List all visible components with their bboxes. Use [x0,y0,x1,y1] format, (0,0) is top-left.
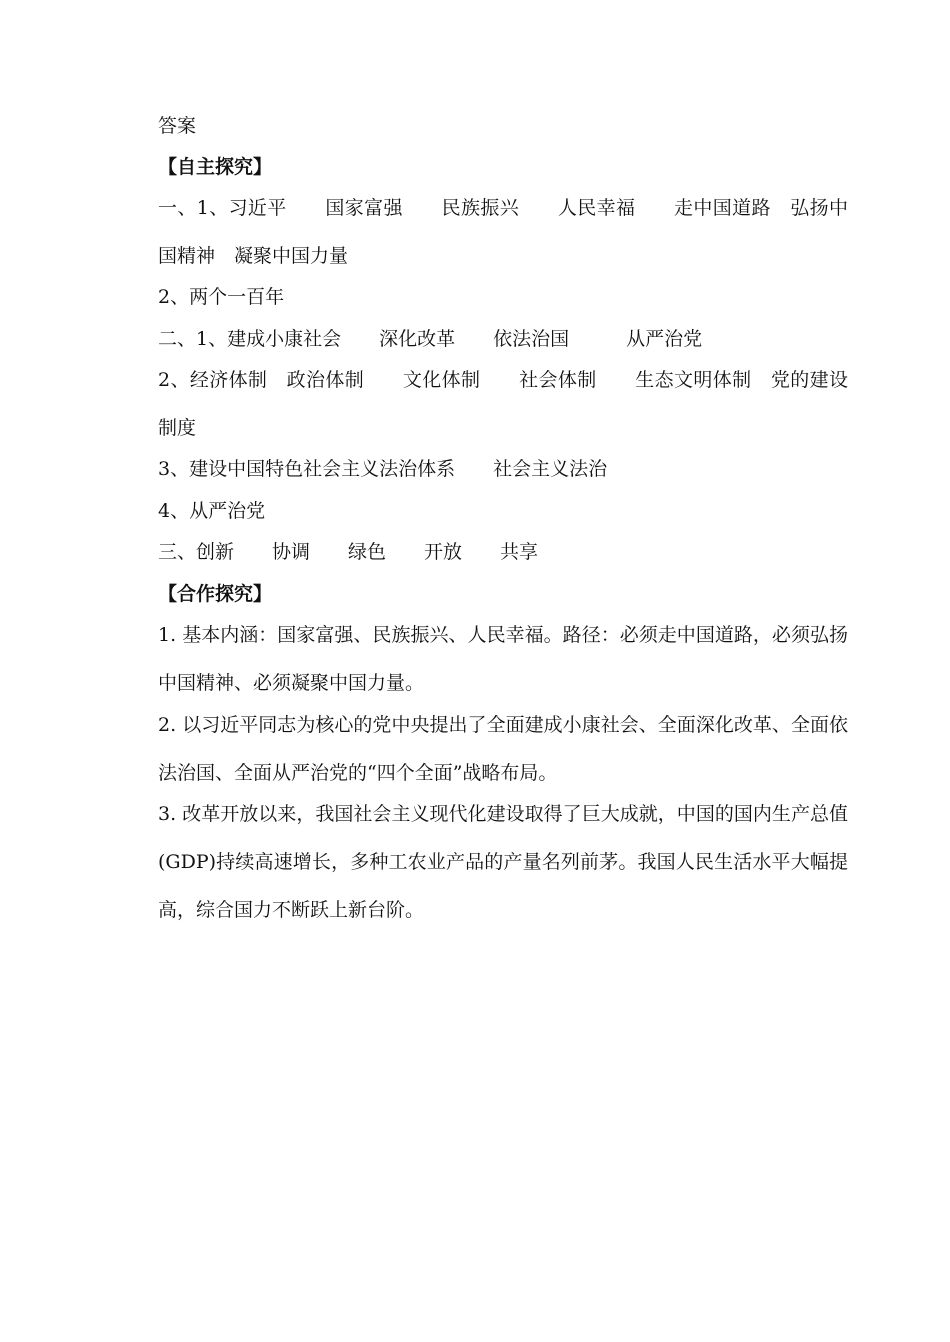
page-title: 答案 [158,115,197,137]
self-study-line-3: 二、1、建成小康社会 深化改革 依法治国 从严治党 [158,328,703,350]
cooperative-item-1: 1. 基本内涵：国家富强、民族振兴、人民幸福。路径：必须走中国道路，必须弘扬中国精神、必须凝聚中国力量。 [158,624,848,694]
self-study-line-4: 2、经济体制 政治体制 文化体制 社会体制 生态文明体制 党的建设制度 [158,369,848,439]
cooperative-item-3: 3. 改革开放以来，我国社会主义现代化建设取得了巨大成就，中国的国内生产总值(GDP)持续高速增长，多种工农业产品的产量名列前茅。我国人民生活水平大幅提高，综合国力不断跃上新台阶。 [158,803,848,921]
self-study-line-5: 3、建设中国特色社会主义法治体系 社会主义法治 [158,458,608,480]
self-study-heading: 【自主探究】 [158,156,273,178]
self-study-line-6: 4、从严治党 [158,500,266,522]
cooperative-study-heading: 【合作探究】 [158,583,273,605]
cooperative-item-2: 2. 以习近平同志为核心的党中央提出了全面建成小康社会、全面深化改革、全面依法治国、全面从严治党的“四个全面”战略布局。 [158,714,848,784]
self-study-line-2: 2、两个一百年 [158,286,285,308]
self-study-line-1: 一、1、习近平 国家富强 民族振兴 人民幸福 走中国道路 弘扬中国精神 凝聚中国力量 [158,197,848,267]
self-study-line-7: 三、创新 协调 绿色 开放 共享 [158,541,539,563]
